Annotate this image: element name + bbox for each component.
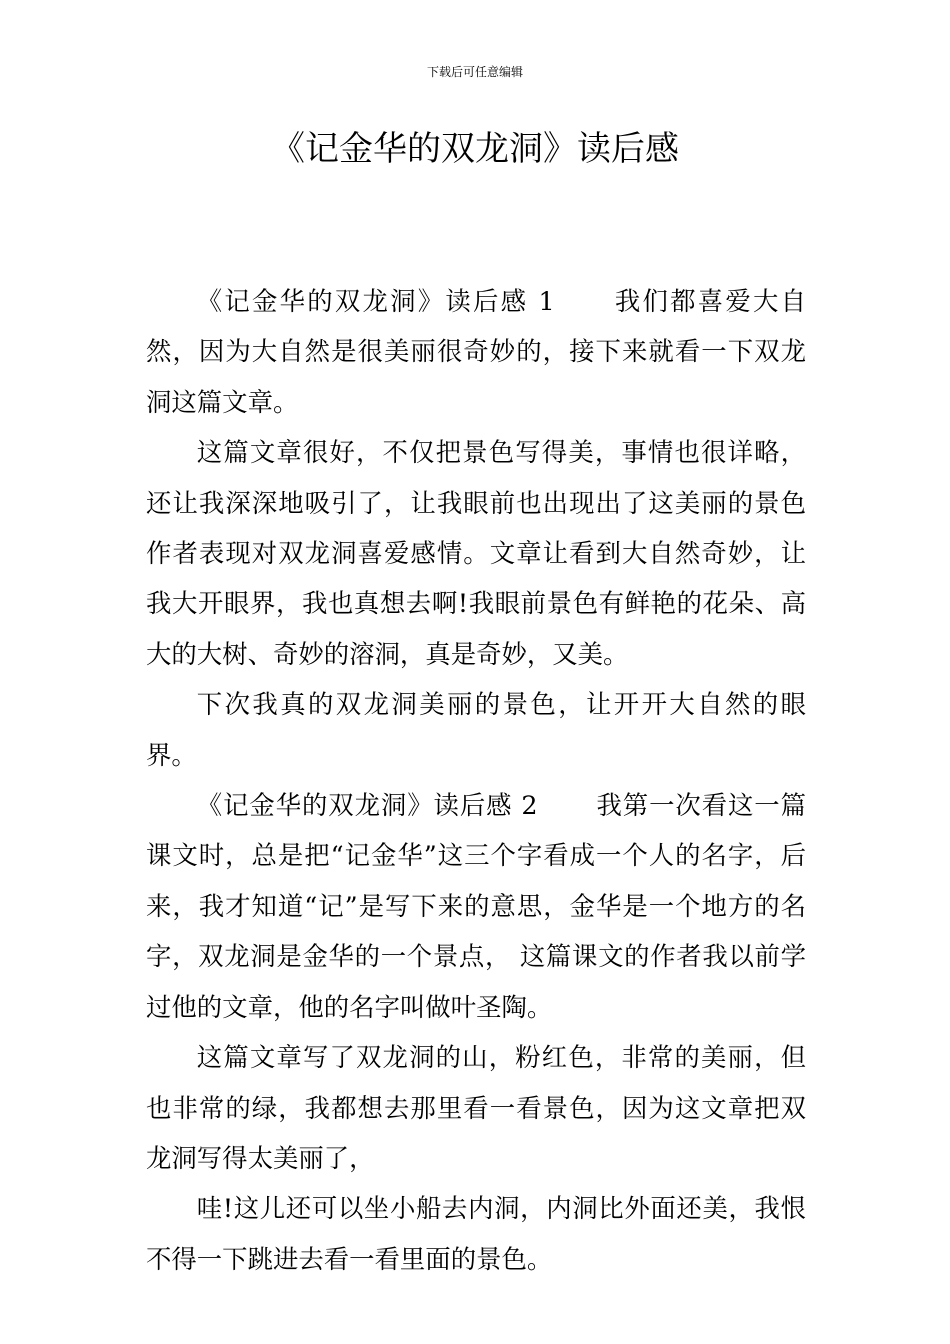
paragraph-text: 我第一次看这一篇课文时，总是把“记金华”这三个字看成一个人的名字，后来，我才知道“记”是写下来的意思，金华是一个地方的名字，双龙洞是金华的一个景点， 这篇课文的作者我以前学过他的文章，他的名字叫做叶圣陶。: [146, 790, 807, 1022]
paragraph-text: 我们都喜爱大自然，因为大自然是很美丽很奇妙的，接下来就看一下双龙洞这篇文章。: [146, 286, 806, 417]
paragraph-1: [146, 276, 806, 427]
header-note: 下载后可任意编辑: [426, 65, 523, 79]
paragraph-text: 哇!这儿还可以坐小船去内洞，内洞比外面还美，我恨不得一下跳进去看一看里面的景色。: [146, 1193, 806, 1274]
section-heading-1: 《记金华的双龙洞》读后感 1: [196, 286, 555, 316]
paragraph-6: [146, 1183, 806, 1284]
paragraph-4: [146, 780, 806, 1032]
document-title: 《记金华的双龙洞》读后感: [271, 129, 679, 169]
paragraph-text: 这篇文章很好，不仅把景色写得美，事情也很详略，还让我深深地吸引了，让我眼前也出现出了这美丽的景色作者表现对双龙洞喜爱感情。文章让看到大自然奇妙，让我大开眼界，我也真想去啊!我眼前景色有鲜艳的花朵、高大的大树、奇妙的溶洞，真是奇妙，又美。: [146, 437, 806, 669]
document-body: [146, 276, 806, 1284]
section-heading-2: 《记金华的双龙洞》读后感 2: [196, 790, 538, 821]
paragraph-text: 下次我真的双龙洞美丽的景色，让开开大自然的眼界。: [146, 689, 806, 770]
paragraph-text: 这篇文章写了双龙洞的山，粉红色，非常的美丽，但也非常的绿，我都想去那里看一看景色，因为这文章把双龙洞写得太美丽了，: [146, 1042, 806, 1173]
paragraph-5: [146, 1032, 806, 1183]
paragraph-2: [146, 427, 806, 679]
paragraph-3: [146, 679, 806, 780]
